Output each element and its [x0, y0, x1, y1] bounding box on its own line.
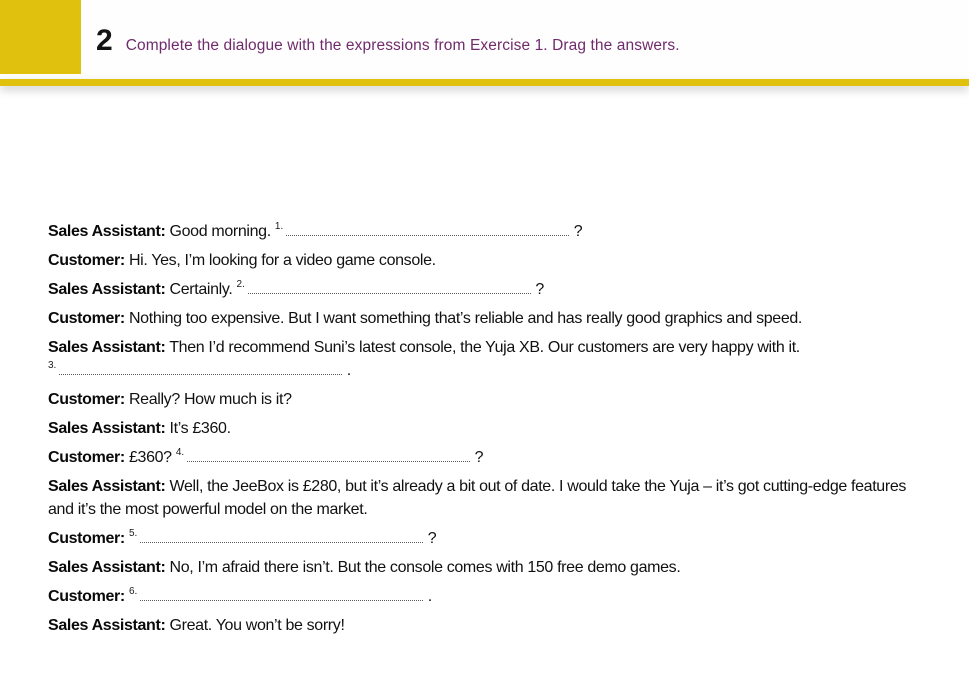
corner-accent-square: [0, 0, 81, 74]
speaker-label: Customer:: [48, 530, 125, 547]
exercise-header: [0, 0, 969, 79]
blank-tail-punctuation: ?: [530, 281, 545, 298]
dialogue-line: [48, 527, 926, 550]
header-text: [96, 24, 680, 58]
answer-blank-group-3: [48, 362, 351, 379]
speaker-label: Sales Assistant:: [48, 559, 166, 576]
speaker-label: Customer:: [48, 252, 125, 269]
speaker-label: Customer:: [48, 310, 125, 327]
blank-tail-punctuation: .: [423, 588, 433, 605]
blank-number: 4.: [175, 447, 185, 458]
dialogue-line: Customer: £360? $^{4.}$ ?: [48, 447, 484, 466]
blank-tail-punctuation: ?: [569, 223, 583, 240]
blank-tail-punctuation: .: [342, 362, 352, 379]
answer-drop-zone-2[interactable]: [248, 291, 531, 294]
blank-tail-punctuation: ?: [423, 530, 437, 547]
exercise-instruction: Complete the dialogue with the expressions from Exercise 1. Drag the answers.: [125, 37, 680, 54]
blank-number: 3.: [48, 360, 57, 371]
answer-drop-zone-4[interactable]: [187, 459, 470, 462]
blank-number: 5.: [128, 528, 138, 539]
exercise-number: 2: [96, 24, 113, 57]
dialogue-line: Sales Assistant: Well, the JeeBox is £280, but it’s already a bit out of date. I would take the Yuja – it’s got cutting-edge features and it’s the most powerful model on the market.: [48, 478, 907, 518]
dialogue-line: Sales Assistant: Certainly. $^{2.}$ ?: [48, 279, 545, 298]
dialogue-line: Customer: Really? How much is it?: [48, 391, 292, 408]
speaker-label: Customer:: [48, 449, 125, 466]
answer-drop-zone-5[interactable]: [140, 540, 423, 543]
dialogue: [48, 220, 926, 637]
dialogue-line: Sales Assistant: Great. You won’t be sorry!: [48, 617, 345, 634]
speaker-label: Sales Assistant:: [48, 617, 166, 634]
answer-drop-zone-6[interactable]: [140, 598, 423, 601]
blank-number: 6.: [128, 586, 138, 597]
answer-blank-group-6: [129, 588, 432, 605]
blank-tail-punctuation: ?: [470, 449, 484, 466]
speaker-label: Sales Assistant:: [48, 478, 166, 495]
dialogue-line: Customer: Nothing too expensive. But I want something that’s reliable and has really good graphics and speed.: [48, 310, 803, 327]
speaker-label: Sales Assistant:: [48, 339, 166, 356]
speaker-label: Customer:: [48, 588, 125, 605]
speaker-label: Sales Assistant:: [48, 223, 166, 240]
blank-number: 2.: [236, 279, 245, 290]
answer-drop-zone-3[interactable]: [59, 372, 342, 375]
dialogue-line: Customer: Hi. Yes, I’m looking for a video game console.: [48, 252, 436, 269]
speaker-label: Customer:: [48, 391, 125, 408]
answer-blank-group-4: [176, 449, 484, 466]
answer-drop-zone-1[interactable]: [286, 233, 569, 236]
answer-blank-group-2: [237, 281, 545, 298]
dialogue-line: [48, 585, 926, 608]
blank-number: 1.: [274, 221, 284, 232]
speaker-label: Sales Assistant:: [48, 420, 166, 437]
dialogue-line: Sales Assistant: No, I’m afraid there isn’t. But the console comes with 150 free demo games.: [48, 559, 681, 576]
dialogue-line: Sales Assistant: Good morning. $^{1.}$ ?: [48, 221, 583, 240]
answer-blank-group-5: [129, 530, 437, 547]
divider-rule: [0, 79, 969, 86]
dialogue-line: Sales Assistant: It’s £360.: [48, 420, 231, 437]
speaker-label: Sales Assistant:: [48, 281, 166, 298]
answer-blank-group-1: [275, 223, 583, 240]
dialogue-line: Sales Assistant: Then I’d recommend Suni’s latest console, the Yuja XB. Our customers are very happy with it. $^{3.}$ .: [48, 339, 800, 379]
